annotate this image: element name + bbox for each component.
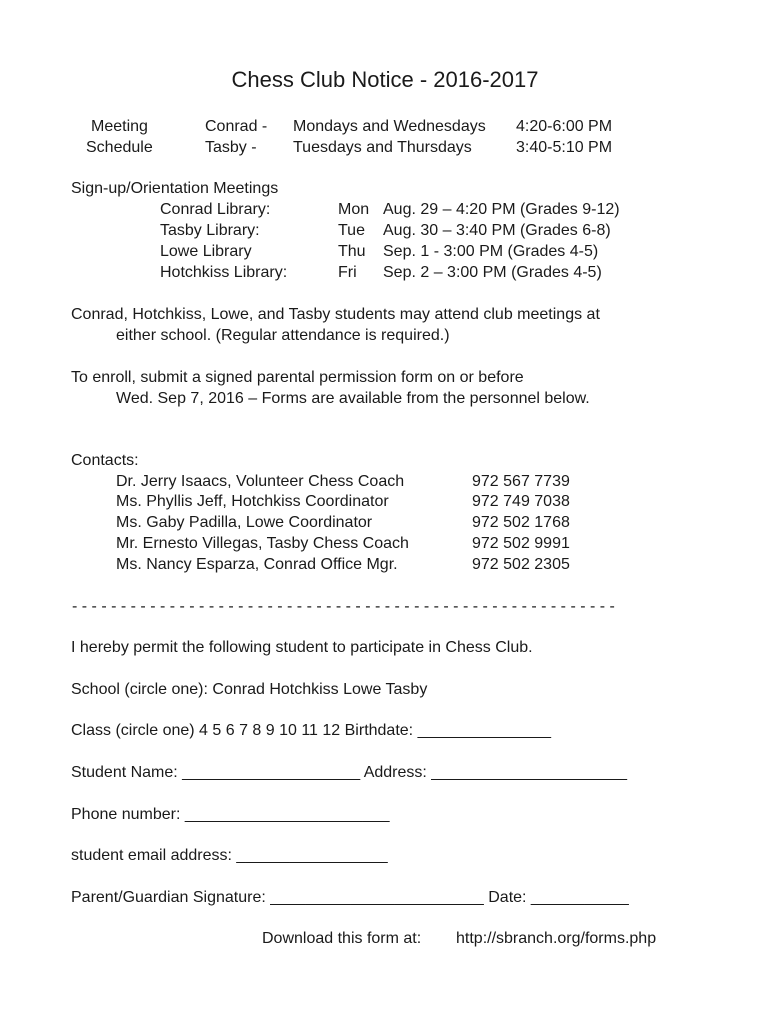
contact-phone: 972 749 7038 bbox=[472, 493, 570, 510]
schedule-label: Schedule bbox=[86, 139, 153, 156]
contact-phone: 972 502 9991 bbox=[472, 535, 570, 552]
signup-location: Conrad Library: bbox=[160, 201, 271, 218]
meeting-label: Meeting bbox=[91, 118, 148, 135]
meeting-days: Tuesdays and Thursdays bbox=[293, 139, 472, 156]
signup-date: Sep. 1 - 3:00 PM (Grades 4-5) bbox=[383, 243, 599, 260]
download-url: http://sbranch.org/forms.php bbox=[456, 930, 657, 947]
download-label: Download this form at: bbox=[262, 930, 422, 947]
signature-date-line: Parent/Guardian Signature: ________________________ Date: ___________ bbox=[71, 889, 629, 906]
contact-phone: 972 502 2305 bbox=[472, 556, 570, 573]
contact-name: Ms. Gaby Padilla, Lowe Coordinator bbox=[116, 514, 373, 531]
attendance-text: either school. (Regular attendance is required.) bbox=[116, 327, 450, 344]
signup-location: Hotchkiss Library: bbox=[160, 264, 288, 281]
student-address-line: Student Name: ____________________ Address: ______________________ bbox=[71, 764, 628, 781]
meeting-time: 3:40-5:10 PM bbox=[516, 139, 613, 156]
signup-heading: Sign-up/Orientation Meetings bbox=[71, 180, 279, 197]
contact-phone: 972 502 1768 bbox=[472, 514, 570, 531]
signup-date: Aug. 29 – 4:20 PM (Grades 9-12) bbox=[383, 201, 620, 218]
contacts-heading: Contacts: bbox=[71, 452, 139, 469]
phone-number-line: Phone number: _______________________ bbox=[71, 806, 390, 823]
school-choice-line: School (circle one): Conrad Hotchkiss Lowe Tasby bbox=[71, 681, 428, 698]
contact-name: Ms. Nancy Esparza, Conrad Office Mgr. bbox=[116, 556, 398, 573]
permission-statement: I hereby permit the following student to participate in Chess Club. bbox=[71, 639, 533, 656]
class-birthdate-line: Class (circle one) 4 5 6 7 8 9 10 11 12 Birthdate: _______________ bbox=[71, 722, 552, 739]
meeting-school: Tasby - bbox=[205, 139, 257, 156]
signup-location: Tasby Library: bbox=[160, 222, 260, 239]
enroll-text: Wed. Sep 7, 2016 – Forms are available from the personnel below. bbox=[116, 390, 590, 407]
cut-line-divider: - - - - - - - - - - - - - - - - - - - - - - - - - - - - - - - - - - - - - - - - - - - - - - - - - - - - - - - - bbox=[72, 598, 615, 615]
contact-phone: 972 567 7739 bbox=[472, 473, 570, 490]
contact-name: Dr. Jerry Isaacs, Volunteer Chess Coach bbox=[116, 473, 405, 490]
page-title: Chess Club Notice - 2016-2017 bbox=[231, 67, 539, 92]
signup-date: Aug. 30 – 3:40 PM (Grades 6-8) bbox=[383, 222, 611, 239]
enroll-text: To enroll, submit a signed parental permission form on or before bbox=[71, 369, 524, 386]
signup-day: Thu bbox=[338, 243, 366, 260]
signup-date: Sep. 2 – 3:00 PM (Grades 4-5) bbox=[383, 264, 602, 281]
meeting-days: Mondays and Wednesdays bbox=[293, 118, 486, 135]
signup-location: Lowe Library bbox=[160, 243, 252, 260]
contact-name: Ms. Phyllis Jeff, Hotchkiss Coordinator bbox=[116, 493, 389, 510]
meeting-time: 4:20-6:00 PM bbox=[516, 118, 613, 135]
signup-day: Mon bbox=[338, 201, 370, 218]
student-email-line: student email address: _________________ bbox=[71, 847, 388, 864]
meeting-school: Conrad - bbox=[205, 118, 268, 135]
attendance-text: Conrad, Hotchkiss, Lowe, and Tasby students may attend club meetings at bbox=[71, 306, 600, 323]
contact-name: Mr. Ernesto Villegas, Tasby Chess Coach bbox=[116, 535, 409, 552]
signup-day: Tue bbox=[338, 222, 365, 239]
signup-day: Fri bbox=[338, 264, 357, 281]
